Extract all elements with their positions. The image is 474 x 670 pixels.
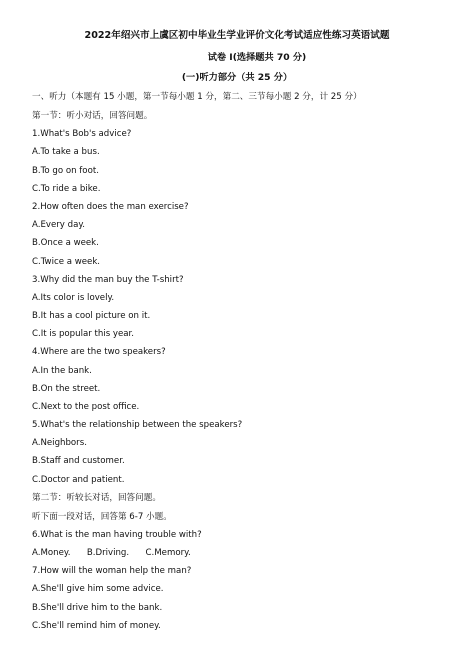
question-7: 7.How will the woman help the man?	[32, 566, 192, 576]
q3-option-b: B.It has a cool picture on it.	[32, 311, 151, 321]
exam-title: 2022年绍兴市上虞区初中毕业生学业评价文化考试适应性练习英语试题	[84, 30, 390, 41]
q1-option-a: A.To take a bus.	[32, 147, 100, 157]
part2-note: 听下面一段对话，回答第 6-7 小题。	[32, 512, 172, 522]
q7-option-b: B.She'll drive him to the bank.	[32, 603, 163, 613]
question-2: 2.How often does the man exercise?	[32, 202, 189, 212]
q4-option-a: A.In the bank.	[32, 366, 92, 376]
question-3: 3.Why did the man buy the T-shirt?	[32, 275, 184, 285]
question-1: 1.What's Bob's advice?	[32, 129, 132, 139]
q5-option-c: C.Doctor and patient.	[32, 475, 125, 485]
q5-option-a: A.Neighbors.	[32, 438, 87, 448]
question-4: 4.Where are the two speakers?	[32, 347, 166, 357]
q4-option-b: B.On the street.	[32, 384, 101, 394]
q6-options: A.Money. B.Driving. C.Memory.	[32, 548, 191, 558]
q2-option-b: B.Once a week.	[32, 238, 99, 248]
q2-option-a: A.Every day.	[32, 220, 85, 230]
q1-option-c: C.To ride a bike.	[32, 184, 101, 194]
part2-intro: 第二节：听较长对话，回答问题。	[32, 493, 161, 503]
paper-heading: 试卷 I(选择题共 70 分)	[207, 52, 307, 63]
section-instructions: 一、听力（本题有 15 小题，第一节每小题 1 分，第二、三节每小题 2 分，计 25 分）	[32, 92, 362, 102]
part-heading: (一)听力部分（共 25 分）	[181, 72, 293, 83]
part1-intro: 第一节：听小对话，回答问题。	[32, 111, 153, 121]
q2-option-c: C.Twice a week.	[32, 257, 101, 267]
q3-option-a: A.Its color is lovely.	[32, 293, 115, 303]
q5-option-b: B.Staff and customer.	[32, 456, 125, 466]
q7-option-a: A.She'll give him some advice.	[32, 584, 164, 594]
question-6: 6.What is the man having trouble with?	[32, 530, 202, 540]
q4-option-c: C.Next to the post office.	[32, 402, 140, 412]
q1-option-b: B.To go on foot.	[32, 166, 99, 176]
q3-option-c: C.It is popular this year.	[32, 329, 135, 339]
q7-option-c: C.She'll remind him of money.	[32, 621, 161, 631]
question-5: 5.What's the relationship between the speakers?	[32, 420, 243, 430]
